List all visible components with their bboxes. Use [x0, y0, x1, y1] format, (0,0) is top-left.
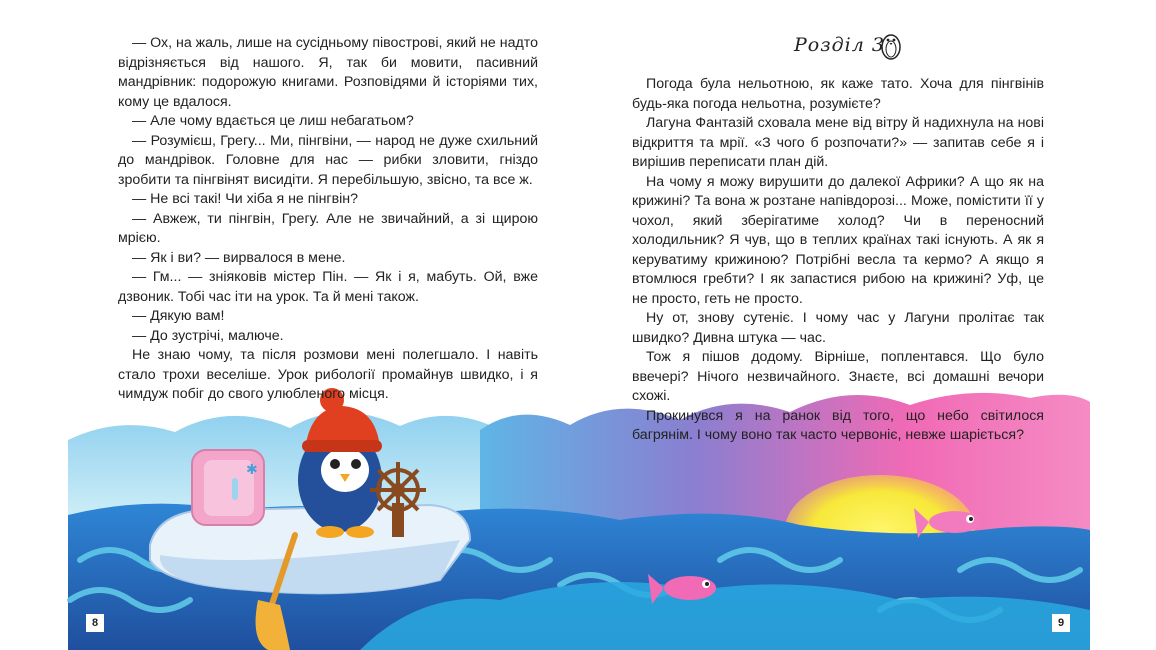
- paragraph: — Гм... — зніяковів містер Пін. — Як і я, мабуть. Ой, вже дзвоник. Тобі час іти на урок. Та й мені також.: [118, 269, 538, 305]
- right-page: [578, 0, 1156, 650]
- paragraph: Лагуна Фантазій сховала мене від вітру й надихнула на нові відкриття та мрії. «З чого б розпочати?» — запитав себе я і вирішив переписати план дій.: [632, 115, 1044, 170]
- page-number-left: 8: [86, 614, 104, 632]
- paragraph: — Але чому вдається це лиш небагатьом?: [132, 113, 414, 129]
- paragraph: Тож я пішов додому. Вірніше, поплентався. Що було ввечері? Нічого незвичайного. Знаєте, всі домашні вечори схожі.: [632, 349, 1044, 404]
- paragraph: — Ох, на жаль, лише на сусідньому півострові, який не надто відрізняється від нашого. Я, так би мовити, пасивний мандрівник: подорожую книгами. Розповідями й історіями тих, кому це вдалося.: [118, 35, 538, 110]
- paragraph: — Дякую вам!: [132, 308, 225, 324]
- paragraph: — Не всі такі! Чи хіба я не пінгвін?: [132, 191, 358, 207]
- paragraph: — Розумієш, Грегу... Ми, пінгвіни, — народ не дуже схильний до мандрівок. Головне для нас — рибки зловити, гніздо зробити та пінгвінят висидіти. Я перебільшую, звісно, та все ж.: [118, 132, 538, 188]
- page-number-right: 9: [1052, 614, 1070, 632]
- right-page-text: [632, 75, 1044, 446]
- paragraph: — Авжеж, ти пінгвін, Грегу. Але не звичайний, а зі щирою мрією.: [118, 210, 538, 246]
- paragraph: — До зустрічі, малюче.: [132, 327, 284, 344]
- paragraph: Прокинувся я на ранок від того, що небо світилося багрянім. І чому воно так часто червоніє, невже шаріється?: [632, 407, 1044, 443]
- paragraph: Погода була нельотною, як каже тато. Хоча для пінгвінів будь-яка погода нельотна, розумієте?: [632, 76, 1044, 112]
- chapter-title: Розділ 3: [794, 34, 885, 56]
- paragraph: Не знаю чому, та після розмови мені полегшало. І навіть стало трохи веселіше. Урок рибології промайнув швидко, і я чимдуж побіг до свого улюбленого місця.: [118, 347, 538, 402]
- paragraph: На чому я можу вирушити до далекої Африки? А що як на крижині? Та вона ж розтане напівдорозі... Може, помістити її у чохол, який зберігатиме холод? Чи в переносний холодильник? Я чув, що в теплих країнах такі існують. А як я керуватиму крижиною? Потрібні весла та кермо? А якщо я втомлюся гребти? І як запастися рибою на крижині? Уф, це не просто, геть не просто.: [632, 173, 1044, 307]
- left-page-text: [118, 34, 538, 405]
- penguin-icon: [880, 30, 902, 60]
- paragraph: Ну от, знову сутеніє. І чому час у Лагуни пролітає так швидко? Дивна штука — час.: [632, 310, 1044, 346]
- paragraph: — Як і ви? — вирвалося в мене.: [132, 249, 346, 266]
- svg-text:✱: ✱: [246, 461, 258, 477]
